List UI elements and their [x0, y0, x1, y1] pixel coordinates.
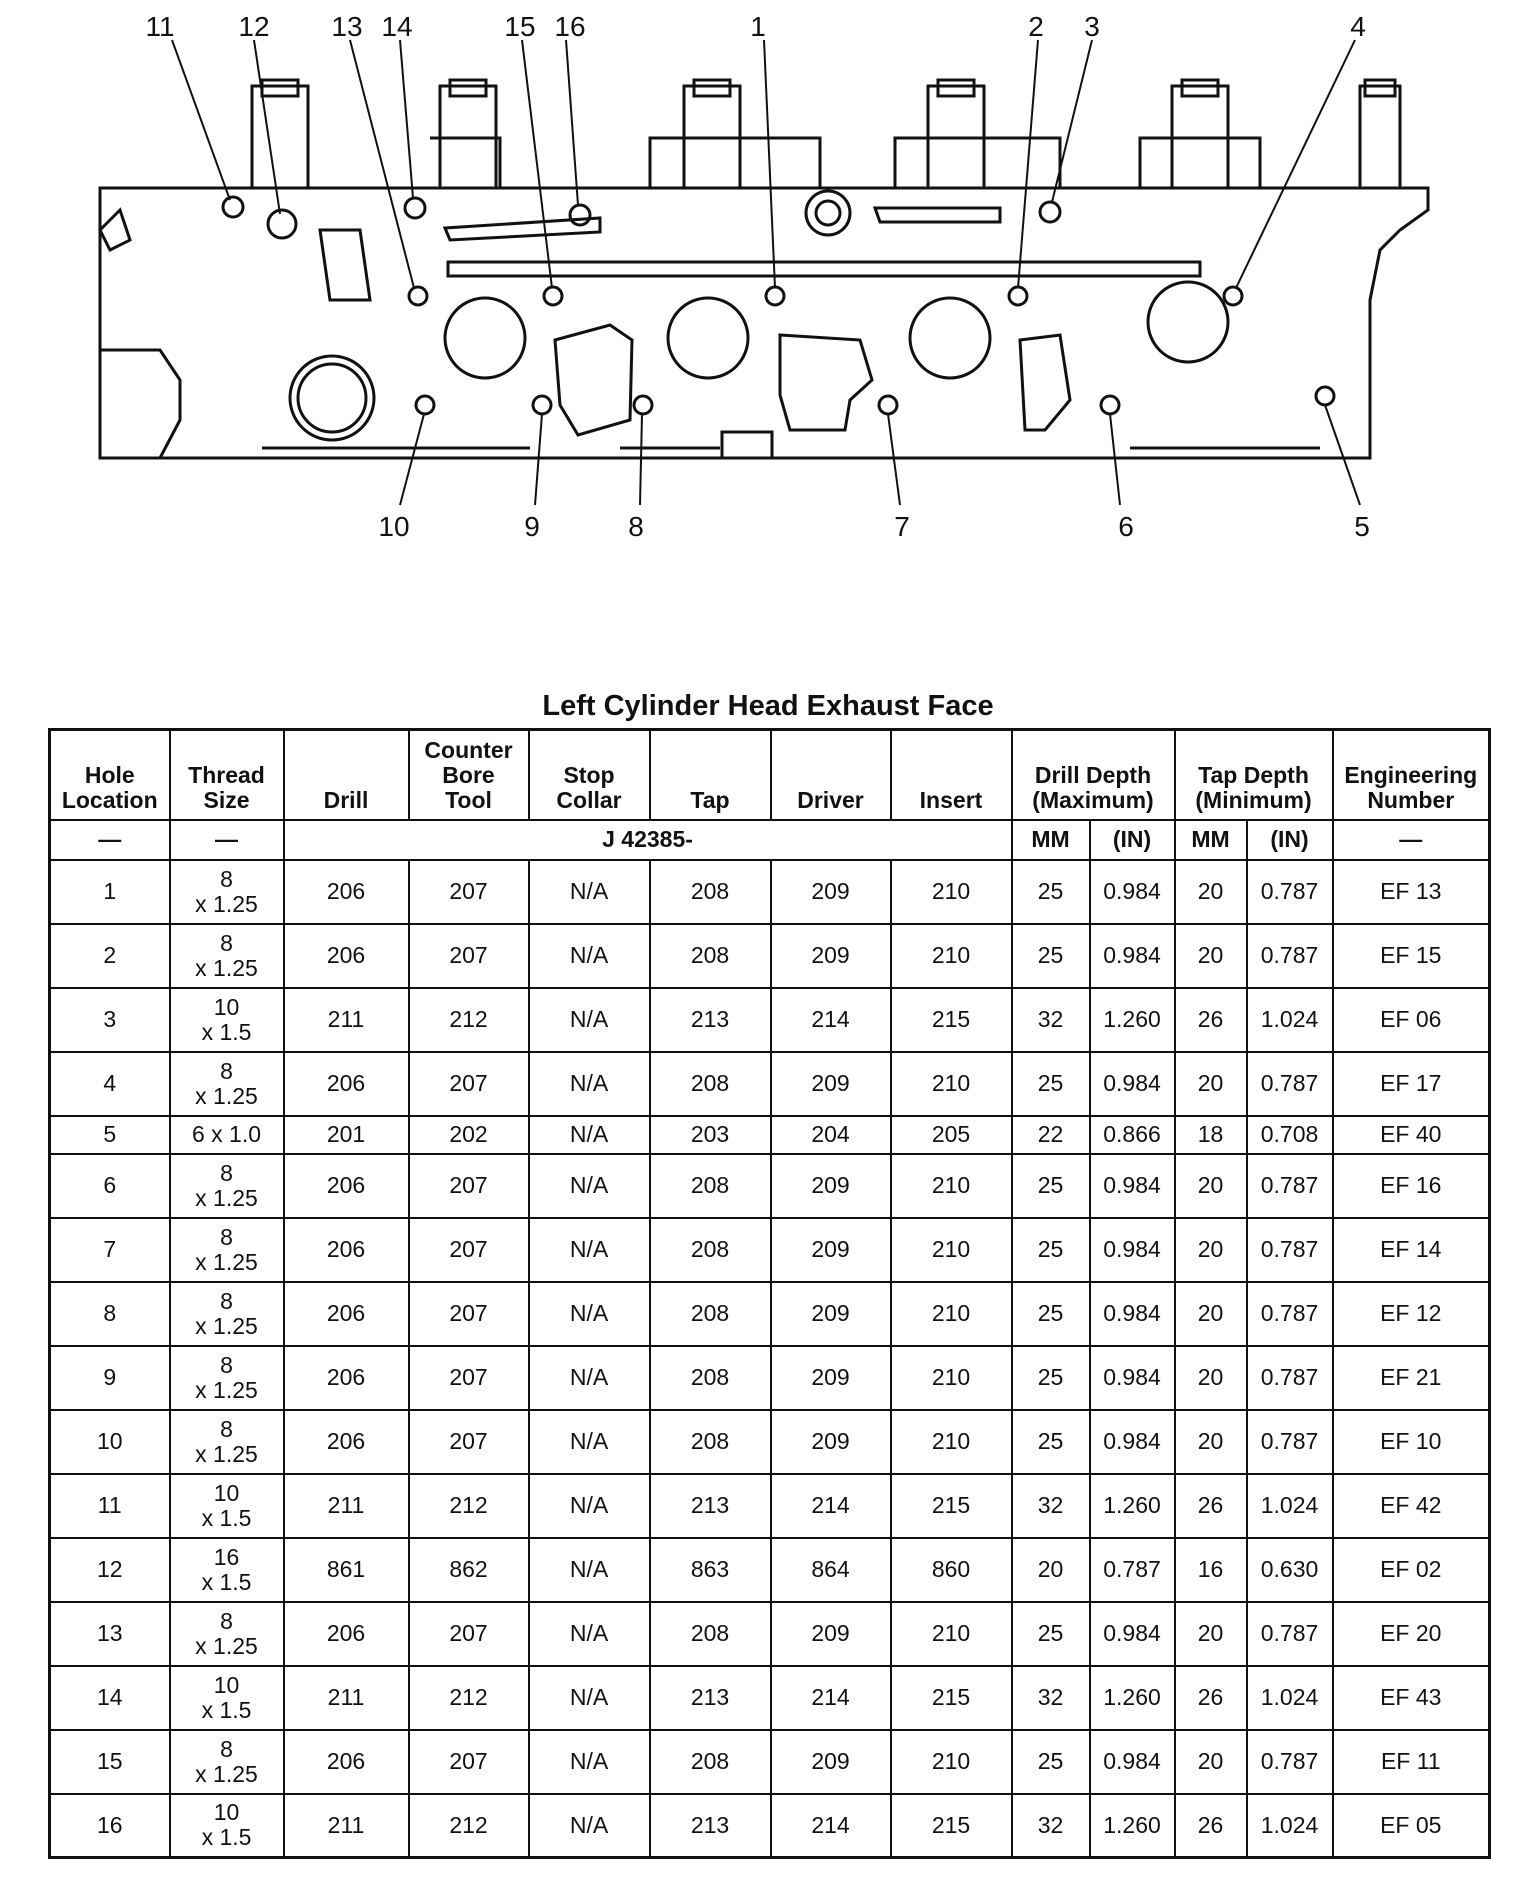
cell-drill: 211 — [284, 1666, 409, 1730]
cell-tap-depth-mm: 20 — [1175, 1218, 1247, 1282]
cell-drill-depth-in: 1.260 — [1090, 988, 1175, 1052]
subheader-eng-dash: — — [1333, 820, 1490, 860]
cell-counter-bore-tool: 212 — [409, 1474, 529, 1538]
cell-drill-depth-in: 0.984 — [1090, 1218, 1175, 1282]
cell-hole-location: 1 — [50, 860, 170, 924]
cell-stop-collar: N/A — [529, 1666, 650, 1730]
table-row — [50, 1794, 1490, 1858]
subheader-hole-dash: — — [50, 820, 170, 860]
cell-thread-size: 8 x 1.25 — [170, 860, 284, 924]
cell-drill-depth-in: 1.260 — [1090, 1666, 1175, 1730]
cell-tap: 213 — [650, 1794, 771, 1858]
header-insert: Insert — [891, 730, 1012, 820]
cell-engineering-number: EF 02 — [1333, 1538, 1490, 1602]
subheader-thread-dash: — — [170, 820, 284, 860]
cell-driver: 209 — [771, 1346, 891, 1410]
cell-drill-depth-in: 0.984 — [1090, 924, 1175, 988]
cell-tap: 203 — [650, 1116, 771, 1154]
cell-stop-collar: N/A — [529, 1052, 650, 1116]
cell-insert: 215 — [891, 1666, 1012, 1730]
cell-stop-collar: N/A — [529, 860, 650, 924]
cell-tap-depth-mm: 20 — [1175, 860, 1247, 924]
cell-counter-bore-tool: 207 — [409, 1154, 529, 1218]
cell-drill: 211 — [284, 988, 409, 1052]
callout-5: 5 — [1354, 511, 1370, 542]
table-row — [50, 1116, 1490, 1154]
cell-counter-bore-tool: 207 — [409, 1346, 529, 1410]
cell-engineering-number: EF 10 — [1333, 1410, 1490, 1474]
cell-drill-depth-mm: 25 — [1012, 924, 1090, 988]
cell-tap-depth-mm: 26 — [1175, 1474, 1247, 1538]
table-row — [50, 1666, 1490, 1730]
cell-insert: 860 — [891, 1538, 1012, 1602]
callout-9: 9 — [524, 511, 540, 542]
cell-counter-bore-tool: 212 — [409, 1794, 529, 1858]
callout-14: 14 — [381, 11, 413, 42]
header-engineering-number: Engineering Number — [1333, 730, 1490, 820]
cell-tap-depth-in: 1.024 — [1247, 1794, 1333, 1858]
cell-insert: 210 — [891, 1730, 1012, 1794]
cell-thread-size: 8 x 1.25 — [170, 1282, 284, 1346]
cell-drill: 206 — [284, 1154, 409, 1218]
cell-tap: 208 — [650, 1410, 771, 1474]
cell-drill-depth-in: 0.787 — [1090, 1538, 1175, 1602]
callout-2: 2 — [1028, 11, 1044, 42]
cell-insert: 210 — [891, 924, 1012, 988]
cell-counter-bore-tool: 207 — [409, 1410, 529, 1474]
cell-tap-depth-in: 0.630 — [1247, 1538, 1333, 1602]
cell-insert: 210 — [891, 1218, 1012, 1282]
cylinder-head-diagram — [0, 0, 1536, 600]
cell-hole-location: 14 — [50, 1666, 170, 1730]
subheader-tap-mm: MM — [1175, 820, 1247, 860]
subheader-drill-in: (IN) — [1090, 820, 1175, 860]
cell-driver: 209 — [771, 1218, 891, 1282]
table-title: Left Cylinder Head Exhaust Face — [542, 690, 994, 722]
cell-drill: 206 — [284, 860, 409, 924]
cell-drill: 206 — [284, 1282, 409, 1346]
cell-insert: 210 — [891, 1602, 1012, 1666]
cell-tap-depth-in: 0.787 — [1247, 924, 1333, 988]
cell-thread-size: 10 x 1.5 — [170, 988, 284, 1052]
cell-driver: 209 — [771, 1730, 891, 1794]
cell-counter-bore-tool: 202 — [409, 1116, 529, 1154]
cell-tap-depth-mm: 26 — [1175, 1666, 1247, 1730]
cell-thread-size: 6 x 1.0 — [170, 1116, 284, 1154]
cell-thread-size: 8 x 1.25 — [170, 924, 284, 988]
subheader-row — [50, 820, 1490, 860]
callout-15: 15 — [504, 11, 536, 42]
cell-drill-depth-in: 0.984 — [1090, 1730, 1175, 1794]
cell-tap-depth-in: 0.787 — [1247, 1052, 1333, 1116]
cell-engineering-number: EF 06 — [1333, 988, 1490, 1052]
cell-drill-depth-mm: 25 — [1012, 1052, 1090, 1116]
callout-13: 13 — [331, 11, 363, 42]
cell-stop-collar: N/A — [529, 1154, 650, 1218]
cell-drill-depth-in: 0.984 — [1090, 1154, 1175, 1218]
cell-drill-depth-mm: 25 — [1012, 1218, 1090, 1282]
table-row — [50, 988, 1490, 1052]
cell-hole-location: 4 — [50, 1052, 170, 1116]
cell-drill: 861 — [284, 1538, 409, 1602]
table-row — [50, 1602, 1490, 1666]
cell-tap-depth-mm: 20 — [1175, 1602, 1247, 1666]
header-row — [50, 730, 1490, 820]
cell-drill-depth-mm: 25 — [1012, 860, 1090, 924]
callout-4: 4 — [1350, 11, 1366, 42]
cell-engineering-number: EF 21 — [1333, 1346, 1490, 1410]
table-row — [50, 1730, 1490, 1794]
cell-tap-depth-mm: 20 — [1175, 1730, 1247, 1794]
table-row — [50, 1346, 1490, 1410]
cell-drill-depth-mm: 32 — [1012, 1666, 1090, 1730]
spec-table — [48, 728, 1491, 1859]
cell-tap-depth-mm: 16 — [1175, 1538, 1247, 1602]
cell-driver: 204 — [771, 1116, 891, 1154]
cell-drill-depth-mm: 25 — [1012, 1346, 1090, 1410]
cell-drill-depth-in: 0.984 — [1090, 860, 1175, 924]
cell-engineering-number: EF 05 — [1333, 1794, 1490, 1858]
cell-driver: 209 — [771, 1282, 891, 1346]
cell-tap: 208 — [650, 1346, 771, 1410]
cell-drill-depth-in: 0.984 — [1090, 1052, 1175, 1116]
cell-engineering-number: EF 17 — [1333, 1052, 1490, 1116]
cell-engineering-number: EF 14 — [1333, 1218, 1490, 1282]
cell-engineering-number: EF 11 — [1333, 1730, 1490, 1794]
header-hole-location: Hole Location — [50, 730, 170, 820]
cell-tap: 208 — [650, 1730, 771, 1794]
cell-thread-size: 16 x 1.5 — [170, 1538, 284, 1602]
cell-stop-collar: N/A — [529, 988, 650, 1052]
header-tap: Tap — [650, 730, 771, 820]
cell-driver: 209 — [771, 1052, 891, 1116]
cell-tap-depth-mm: 20 — [1175, 1282, 1247, 1346]
cell-drill-depth-in: 0.984 — [1090, 1346, 1175, 1410]
cell-thread-size: 8 x 1.25 — [170, 1052, 284, 1116]
cell-hole-location: 2 — [50, 924, 170, 988]
header-counter-bore-tool: Counter Bore Tool — [409, 730, 529, 820]
cell-drill: 206 — [284, 1052, 409, 1116]
cell-counter-bore-tool: 212 — [409, 988, 529, 1052]
cell-hole-location: 16 — [50, 1794, 170, 1858]
cell-hole-location: 15 — [50, 1730, 170, 1794]
cell-tap: 208 — [650, 1052, 771, 1116]
cell-stop-collar: N/A — [529, 1346, 650, 1410]
table-row — [50, 1474, 1490, 1538]
header-drill-depth: Drill Depth (Maximum) — [1012, 730, 1175, 820]
cell-drill: 206 — [284, 1346, 409, 1410]
header-tap-depth: Tap Depth (Minimum) — [1175, 730, 1333, 820]
header-stop-collar: Stop Collar — [529, 730, 650, 820]
cell-insert: 205 — [891, 1116, 1012, 1154]
cell-drill-depth-mm: 25 — [1012, 1730, 1090, 1794]
cell-driver: 864 — [771, 1538, 891, 1602]
header-thread-size: Thread Size — [170, 730, 284, 820]
cell-tap: 208 — [650, 1154, 771, 1218]
cell-hole-location: 6 — [50, 1154, 170, 1218]
cell-stop-collar: N/A — [529, 1602, 650, 1666]
cell-tap-depth-in: 0.787 — [1247, 860, 1333, 924]
cell-tap-depth-in: 0.787 — [1247, 1282, 1333, 1346]
cell-tap-depth-mm: 20 — [1175, 1346, 1247, 1410]
cell-driver: 209 — [771, 1410, 891, 1474]
cell-engineering-number: EF 12 — [1333, 1282, 1490, 1346]
callout-1: 1 — [750, 11, 766, 42]
table-row — [50, 1154, 1490, 1218]
cell-drill-depth-in: 0.984 — [1090, 1282, 1175, 1346]
cell-tap-depth-in: 1.024 — [1247, 1666, 1333, 1730]
cell-counter-bore-tool: 207 — [409, 1282, 529, 1346]
table-row — [50, 1410, 1490, 1474]
cell-tap-depth-in: 1.024 — [1247, 988, 1333, 1052]
cell-drill-depth-mm: 25 — [1012, 1602, 1090, 1666]
cell-insert: 210 — [891, 860, 1012, 924]
cell-tap-depth-in: 1.024 — [1247, 1474, 1333, 1538]
cell-hole-location: 7 — [50, 1218, 170, 1282]
cell-tap-depth-in: 0.787 — [1247, 1730, 1333, 1794]
callout-16: 16 — [554, 11, 586, 42]
cell-tap: 208 — [650, 1282, 771, 1346]
cell-stop-collar: N/A — [529, 1410, 650, 1474]
cell-hole-location: 11 — [50, 1474, 170, 1538]
cell-drill-depth-mm: 32 — [1012, 1794, 1090, 1858]
table-row — [50, 1052, 1490, 1116]
cell-drill-depth-mm: 20 — [1012, 1538, 1090, 1602]
subheader-tap-in: (IN) — [1247, 820, 1333, 860]
callout-6: 6 — [1118, 511, 1134, 542]
cell-thread-size: 8 x 1.25 — [170, 1218, 284, 1282]
cell-hole-location: 10 — [50, 1410, 170, 1474]
cell-drill-depth-mm: 32 — [1012, 988, 1090, 1052]
cell-thread-size: 10 x 1.5 — [170, 1474, 284, 1538]
cell-drill-depth-mm: 25 — [1012, 1410, 1090, 1474]
cell-tap: 213 — [650, 1666, 771, 1730]
cell-tap-depth-in: 0.787 — [1247, 1346, 1333, 1410]
cell-drill: 206 — [284, 1218, 409, 1282]
callout-10: 10 — [378, 511, 410, 542]
cell-tap-depth-in: 0.787 — [1247, 1602, 1333, 1666]
cell-drill: 206 — [284, 1602, 409, 1666]
cell-tap-depth-in: 0.787 — [1247, 1218, 1333, 1282]
cell-engineering-number: EF 13 — [1333, 860, 1490, 924]
table-body — [50, 860, 1490, 1858]
cell-stop-collar: N/A — [529, 1730, 650, 1794]
header-drill: Drill — [284, 730, 409, 820]
cell-drill: 206 — [284, 924, 409, 988]
cell-thread-size: 10 x 1.5 — [170, 1666, 284, 1730]
cell-drill-depth-in: 0.984 — [1090, 1602, 1175, 1666]
cell-tap-depth-in: 0.708 — [1247, 1116, 1333, 1154]
cell-drill: 211 — [284, 1474, 409, 1538]
callout-11: 11 — [145, 11, 175, 42]
cell-hole-location: 12 — [50, 1538, 170, 1602]
cell-tap-depth-mm: 26 — [1175, 988, 1247, 1052]
cylinder-head-outline — [100, 80, 1428, 458]
callout-8: 8 — [628, 511, 644, 542]
cell-engineering-number: EF 16 — [1333, 1154, 1490, 1218]
table-row — [50, 1218, 1490, 1282]
cell-tap-depth-mm: 20 — [1175, 1154, 1247, 1218]
header-driver: Driver — [771, 730, 891, 820]
cell-tap: 208 — [650, 924, 771, 988]
cell-drill: 211 — [284, 1794, 409, 1858]
cell-insert: 210 — [891, 1282, 1012, 1346]
cell-stop-collar: N/A — [529, 1794, 650, 1858]
table-row — [50, 1538, 1490, 1602]
cell-hole-location: 13 — [50, 1602, 170, 1666]
cell-hole-location: 8 — [50, 1282, 170, 1346]
cell-thread-size: 8 x 1.25 — [170, 1154, 284, 1218]
cell-tap-depth-in: 0.787 — [1247, 1410, 1333, 1474]
cell-counter-bore-tool: 207 — [409, 1602, 529, 1666]
cell-stop-collar: N/A — [529, 1474, 650, 1538]
table-row — [50, 860, 1490, 924]
cell-engineering-number: EF 42 — [1333, 1474, 1490, 1538]
cell-insert: 210 — [891, 1154, 1012, 1218]
cell-counter-bore-tool: 207 — [409, 1052, 529, 1116]
cell-drill-depth-mm: 22 — [1012, 1116, 1090, 1154]
cell-tap-depth-mm: 26 — [1175, 1794, 1247, 1858]
cell-drill: 206 — [284, 1410, 409, 1474]
cell-drill: 206 — [284, 1730, 409, 1794]
cell-insert: 215 — [891, 1794, 1012, 1858]
callout-3: 3 — [1084, 11, 1100, 42]
cell-insert: 215 — [891, 988, 1012, 1052]
cell-tap: 213 — [650, 988, 771, 1052]
subheader-tool-prefix: J 42385- — [284, 820, 1012, 860]
cell-stop-collar: N/A — [529, 1282, 650, 1346]
cell-tap: 208 — [650, 1602, 771, 1666]
cell-insert: 210 — [891, 1052, 1012, 1116]
cell-driver: 209 — [771, 1602, 891, 1666]
cell-driver: 214 — [771, 988, 891, 1052]
subheader-drill-mm: MM — [1012, 820, 1090, 860]
cell-drill-depth-mm: 25 — [1012, 1282, 1090, 1346]
cell-stop-collar: N/A — [529, 1116, 650, 1154]
cell-drill-depth-in: 1.260 — [1090, 1794, 1175, 1858]
cell-tap: 208 — [650, 860, 771, 924]
cell-engineering-number: EF 15 — [1333, 924, 1490, 988]
cell-insert: 210 — [891, 1346, 1012, 1410]
cell-hole-location: 5 — [50, 1116, 170, 1154]
cell-stop-collar: N/A — [529, 1218, 650, 1282]
cell-stop-collar: N/A — [529, 1538, 650, 1602]
cell-thread-size: 8 x 1.25 — [170, 1602, 284, 1666]
cell-tap: 213 — [650, 1474, 771, 1538]
cell-drill-depth-in: 0.866 — [1090, 1116, 1175, 1154]
cell-counter-bore-tool: 207 — [409, 924, 529, 988]
cell-thread-size: 10 x 1.5 — [170, 1794, 284, 1858]
cell-counter-bore-tool: 212 — [409, 1666, 529, 1730]
cell-engineering-number: EF 20 — [1333, 1602, 1490, 1666]
cell-driver: 209 — [771, 924, 891, 988]
cell-engineering-number: EF 43 — [1333, 1666, 1490, 1730]
cell-thread-size: 8 x 1.25 — [170, 1730, 284, 1794]
cell-driver: 214 — [771, 1474, 891, 1538]
cell-hole-location: 3 — [50, 988, 170, 1052]
cell-driver: 209 — [771, 860, 891, 924]
cell-counter-bore-tool: 207 — [409, 1218, 529, 1282]
cell-drill-depth-mm: 32 — [1012, 1474, 1090, 1538]
cell-drill-depth-in: 1.260 — [1090, 1474, 1175, 1538]
cell-insert: 210 — [891, 1410, 1012, 1474]
cell-hole-location: 9 — [50, 1346, 170, 1410]
cell-driver: 214 — [771, 1794, 891, 1858]
cell-tap-depth-mm: 20 — [1175, 924, 1247, 988]
cell-driver: 209 — [771, 1154, 891, 1218]
cell-engineering-number: EF 40 — [1333, 1116, 1490, 1154]
cell-counter-bore-tool: 207 — [409, 860, 529, 924]
cell-counter-bore-tool: 862 — [409, 1538, 529, 1602]
cell-stop-collar: N/A — [529, 924, 650, 988]
cell-tap-depth-in: 0.787 — [1247, 1154, 1333, 1218]
cell-counter-bore-tool: 207 — [409, 1730, 529, 1794]
cell-tap: 863 — [650, 1538, 771, 1602]
cell-driver: 214 — [771, 1666, 891, 1730]
table-row — [50, 924, 1490, 988]
cell-insert: 215 — [891, 1474, 1012, 1538]
cell-tap-depth-mm: 18 — [1175, 1116, 1247, 1154]
callout-12: 12 — [238, 11, 270, 42]
cell-thread-size: 8 x 1.25 — [170, 1346, 284, 1410]
cell-drill: 201 — [284, 1116, 409, 1154]
callout-7: 7 — [894, 511, 910, 542]
cell-tap: 208 — [650, 1218, 771, 1282]
cell-tap-depth-mm: 20 — [1175, 1410, 1247, 1474]
cell-thread-size: 8 x 1.25 — [170, 1410, 284, 1474]
table-row — [50, 1282, 1490, 1346]
cell-drill-depth-in: 0.984 — [1090, 1410, 1175, 1474]
cell-drill-depth-mm: 25 — [1012, 1154, 1090, 1218]
cell-tap-depth-mm: 20 — [1175, 1052, 1247, 1116]
